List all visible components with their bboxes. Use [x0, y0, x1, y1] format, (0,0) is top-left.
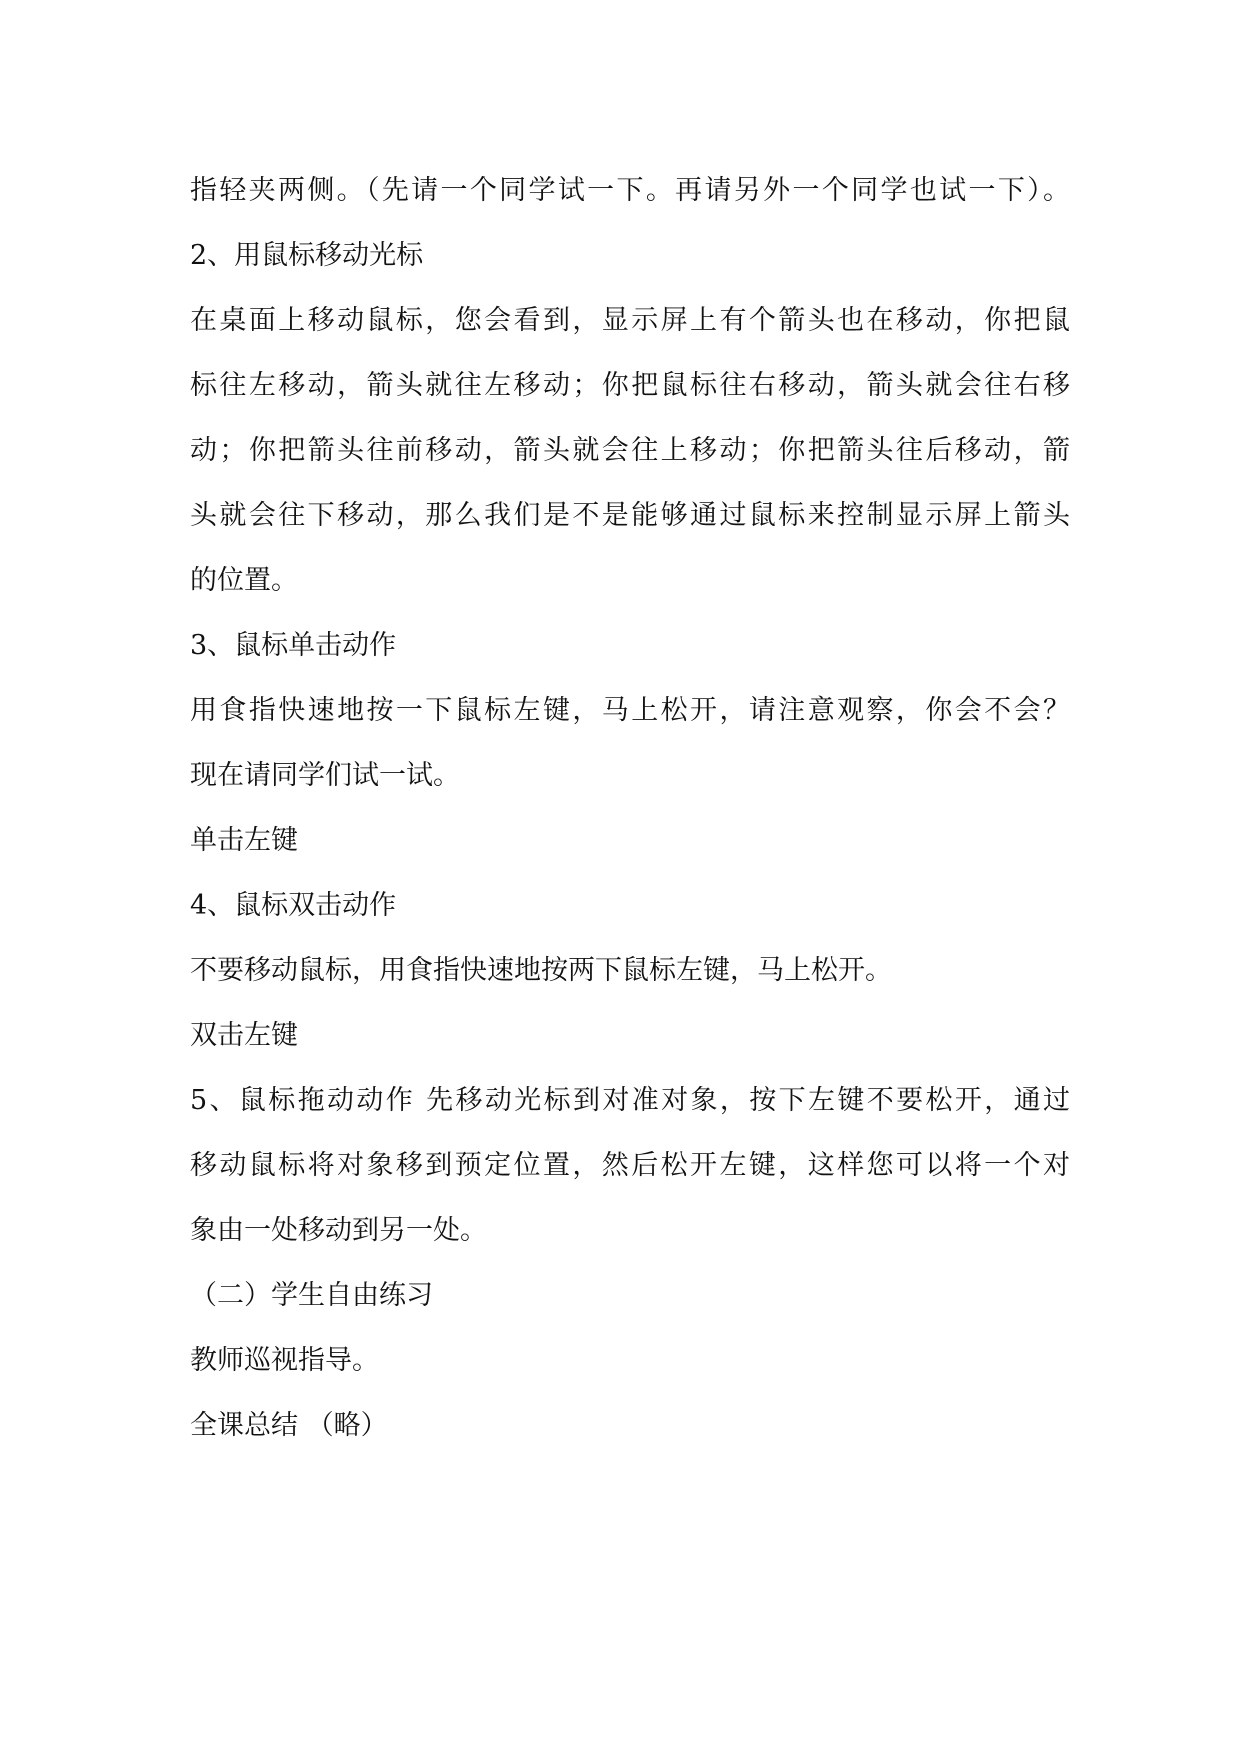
- paragraph-line: 的位置。: [190, 565, 298, 596]
- paragraph-line: 指轻夹两侧。（先请一个同学试一下。再请另外一个同学也试一下）。: [190, 175, 1070, 206]
- paragraph-line: 用食指快速地按一下鼠标左键，马上松开，请注意观察，你会不会？: [190, 695, 1070, 726]
- paragraph-line: 教师巡视指导。: [190, 1345, 379, 1376]
- paragraph-line: 标往左移动，箭头就往左移动；你把鼠标往右移动，箭头就会往右移: [190, 370, 1070, 401]
- paragraph-line: 移动鼠标将对象移到预定位置，然后松开左键，这样您可以将一个对: [190, 1150, 1070, 1181]
- paragraph-line: 象由一处移动到另一处。: [190, 1215, 487, 1246]
- document-body: [190, 158, 1070, 1458]
- paragraph-line: 不要移动鼠标，用食指快速地按两下鼠标左键，马上松开。: [190, 955, 892, 986]
- paragraph-line: 头就会往下移动，那么我们是不是能够通过鼠标来控制显示屏上箭头: [190, 500, 1070, 531]
- paragraph-line: 现在请同学们试一试。: [190, 760, 460, 791]
- paragraph-line: 在桌面上移动鼠标，您会看到，显示屏上有个箭头也在移动，你把鼠: [190, 305, 1070, 336]
- paragraph-line: 单击左键: [190, 825, 298, 856]
- section-heading: 5、鼠标拖动动作 先移动光标到对准对象，按下左键不要松开，通过: [190, 1085, 1070, 1116]
- section-heading: 2、用鼠标移动光标: [190, 240, 424, 271]
- paragraph-line: 动；你把箭头往前移动，箭头就会往上移动；你把箭头往后移动，箭: [190, 435, 1070, 466]
- paragraph-line: 双击左键: [190, 1020, 298, 1051]
- section-heading: （二）学生自由练习: [190, 1280, 433, 1311]
- section-heading: 4、鼠标双击动作: [190, 890, 397, 921]
- section-heading: 全课总结 （略）: [190, 1410, 388, 1441]
- section-heading: 3、鼠标单击动作: [190, 630, 397, 661]
